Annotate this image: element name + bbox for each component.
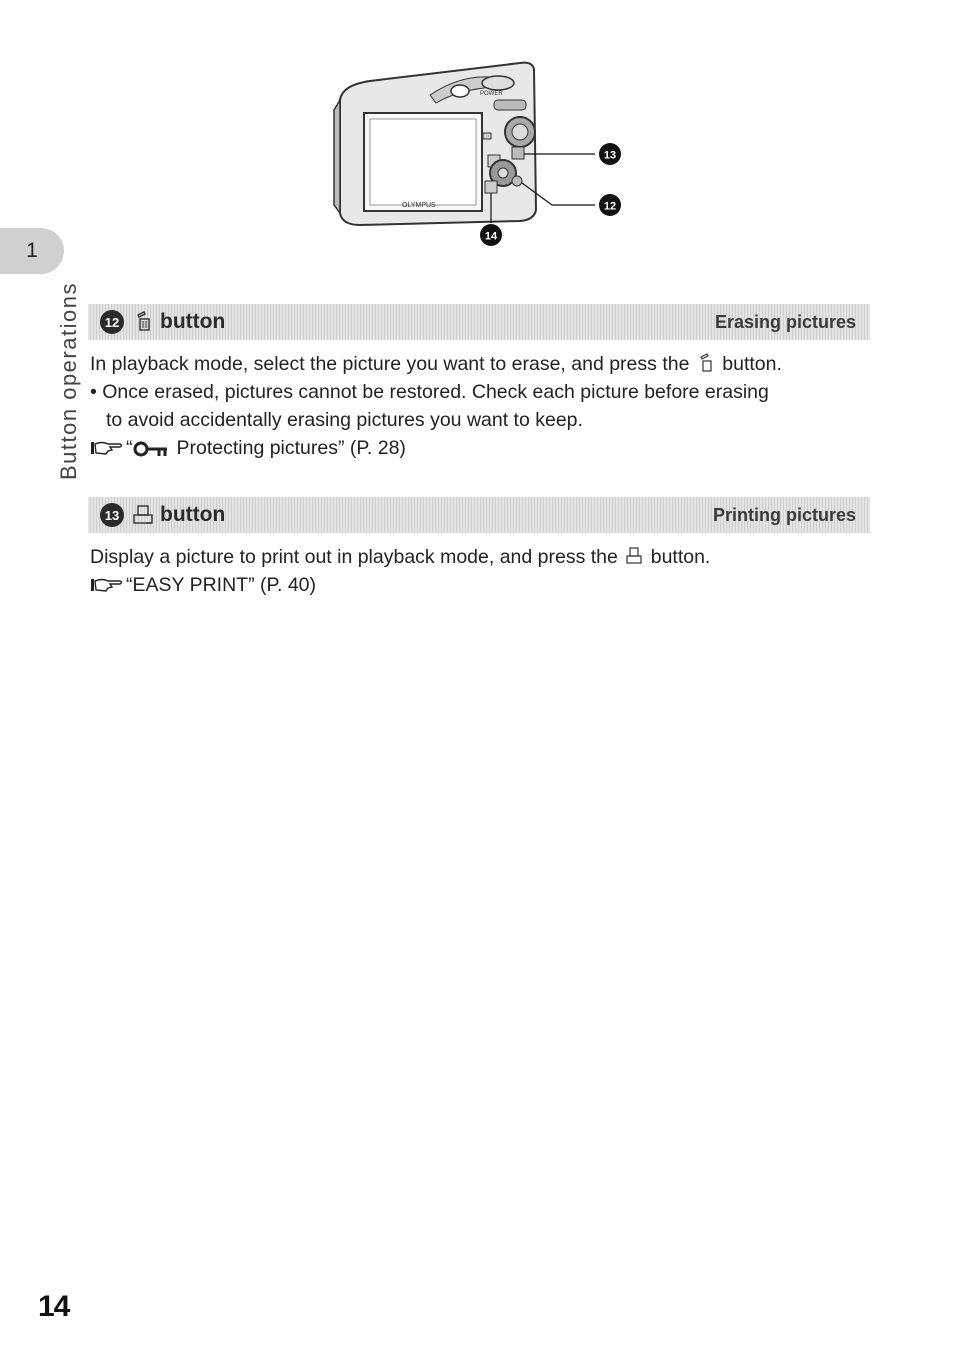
page-number: 14 bbox=[38, 1290, 70, 1323]
section-header-erase bbox=[88, 304, 870, 340]
trash-icon bbox=[132, 311, 154, 333]
printer-icon bbox=[132, 504, 154, 526]
chapter-number: 1 bbox=[26, 239, 38, 262]
trash-icon bbox=[697, 353, 715, 373]
print-reference bbox=[90, 572, 316, 598]
callout-12-label: 12 bbox=[603, 200, 617, 213]
chapter-tab bbox=[0, 228, 64, 274]
callout-13-label: 13 bbox=[603, 149, 617, 162]
print-instruction bbox=[90, 544, 710, 570]
erase-note-line1: • Once erased, pictures cannot be restored. Check each picture before erasing bbox=[90, 381, 769, 403]
erase-instruction-end: button. bbox=[722, 353, 782, 375]
reference-hand-icon bbox=[90, 439, 124, 457]
protect-key-icon bbox=[133, 440, 171, 458]
erase-instruction-text: In playback mode, select the picture you want to erase, and press the bbox=[90, 353, 690, 375]
section-header-print bbox=[88, 497, 870, 533]
section-number-badge: 12 bbox=[100, 310, 124, 334]
print-instruction-text: Display a picture to print out in playback mode, and press the bbox=[90, 546, 618, 568]
reference-open-quote: “ bbox=[126, 437, 133, 459]
reference-link-text[interactable]: Protecting pictures” (P. 28) bbox=[176, 437, 406, 459]
section-number-badge: 13 bbox=[100, 503, 124, 527]
printer-icon bbox=[625, 546, 643, 566]
power-label: POWER bbox=[480, 91, 503, 97]
chapter-side-label: Button operations bbox=[56, 282, 81, 480]
section-subtitle: Printing pictures bbox=[712, 504, 856, 525]
erase-note-line2: to avoid accidentally erasing pictures you want to keep. bbox=[106, 409, 583, 431]
section-title: button bbox=[160, 310, 226, 333]
reference-link-text[interactable]: “EASY PRINT” (P. 40) bbox=[126, 574, 317, 596]
erase-reference bbox=[90, 435, 406, 461]
camera-back-illustration bbox=[320, 55, 640, 255]
section-subtitle: Erasing pictures bbox=[714, 311, 856, 332]
callout-14-label: 14 bbox=[484, 230, 498, 243]
print-instruction-end: button. bbox=[650, 546, 711, 568]
section-title: button bbox=[160, 503, 226, 526]
brand-label: OLYMPUS bbox=[402, 202, 436, 209]
erase-instruction bbox=[90, 351, 782, 377]
reference-hand-icon bbox=[90, 576, 124, 594]
